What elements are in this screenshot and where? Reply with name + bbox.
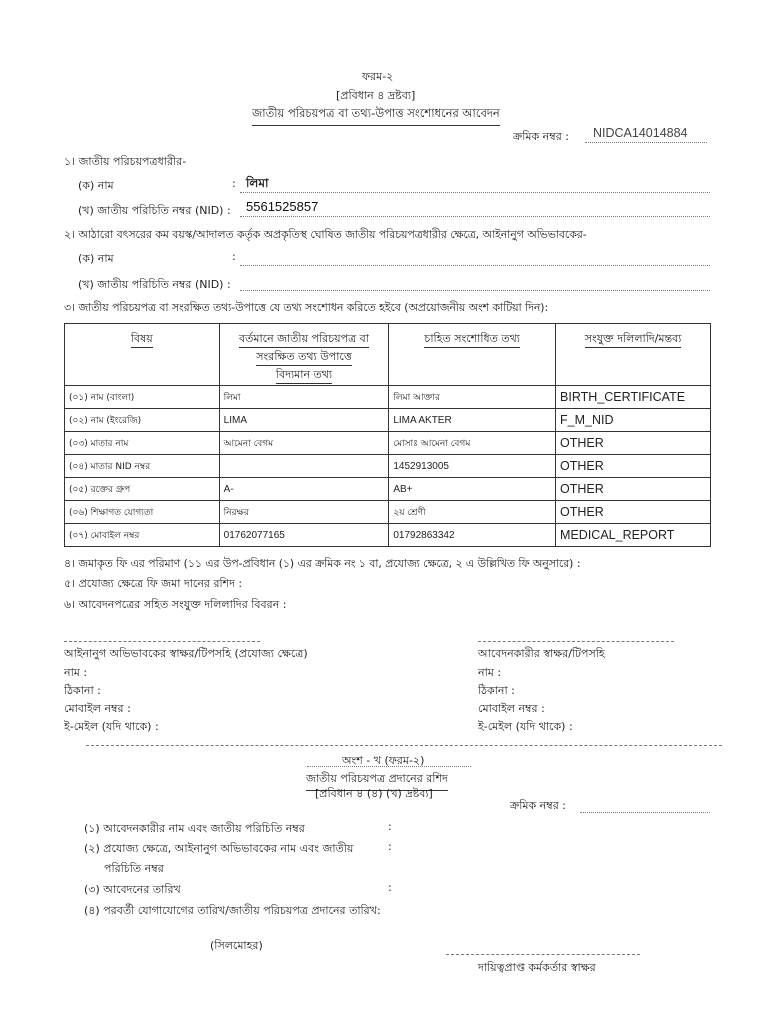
receipt-item-2-colon: :: [388, 840, 392, 853]
holder-name-label: (ক) নাম: [78, 179, 114, 192]
holder-name-colon: :: [232, 177, 236, 190]
guardian-mobile: মোবাইল নম্বর :: [64, 702, 131, 715]
serial-dotline: [585, 142, 707, 143]
part-b-heading-line: [307, 766, 471, 767]
officer-signature-label: দায়িত্বপ্রাপ্ত কর্মকর্তার স্বাক্ষর: [478, 961, 596, 974]
row-requested: 01792863342: [389, 524, 556, 547]
row-subject: (০৭) মোবাইল নম্বর: [65, 524, 220, 547]
serial-label: ক্রমিক নম্বর :: [513, 130, 569, 143]
row-docs: OTHER: [556, 501, 711, 524]
receipt-item-3-colon: :: [388, 881, 392, 894]
part-b-rule-reference: [প্রবিধান ৪ (৪) (খ) দ্রষ্টব্য]: [315, 787, 433, 800]
section4-text: ৪। জমাকৃত ফি এর পরিমাণ (১১ এর উপ-প্রবিধান (১) এর ক্রমিক নং ১ বা, প্রযোজ্য ক্ষেত্রে, ২ এ উল্লিখিত ফি অনুসারে) :: [64, 557, 581, 570]
guardian-signature-label: আইনানুগ অভিভাবকের স্বাক্ষর/টিপসহি (প্রযোজ্য ক্ষেত্রে): [64, 647, 308, 660]
guardian-nid-dotline: [240, 290, 710, 291]
rule-reference: [প্রবিধান ৪ দ্রষ্টব্য]: [336, 89, 416, 102]
row-current: নিরক্ষর: [219, 501, 389, 524]
holder-name-value: লিমা: [246, 176, 269, 190]
section6-text: ৬। আবেদনপত্রের সহিত সংযুক্ত দলিলাদির বিবরন :: [64, 598, 287, 611]
guardian-name-label: (ক) নাম: [78, 252, 114, 265]
row-current: 01762077165: [219, 524, 389, 547]
guardian-name-dotline: [240, 265, 710, 266]
table-row: [65, 524, 711, 547]
cut-line: [86, 745, 722, 746]
row-subject: (০৫) রক্তের গ্রুপ: [65, 478, 220, 501]
receipt-item-1-colon: :: [388, 820, 392, 833]
table-row: [65, 501, 711, 524]
receipt-item-3: (৩) আবেদনের তারিখ: [84, 883, 181, 896]
row-requested: 1452913005: [389, 455, 556, 478]
form-number: ফরম-২: [362, 70, 394, 83]
row-current: আমেনা বেগম: [219, 432, 389, 455]
form-title: জাতীয় পরিচয়পত্র বা তথ্য-উপাত্ত সংশোধনের আবেদন: [252, 105, 500, 126]
guardian-signature-line: [64, 641, 260, 642]
row-current: A-: [219, 478, 389, 501]
guardian-name: নাম :: [64, 666, 88, 679]
section5-text: ৫। প্রযোজ্য ক্ষেত্রে ফি জমা দানের রশিদ :: [64, 577, 243, 590]
row-subject: (০৪) মাতার NID নম্বর: [65, 455, 220, 478]
header-requested: চাহিত সংশোধিত তথ্য: [389, 324, 556, 386]
row-current: লিমা: [219, 386, 389, 409]
row-requested: ২য় শ্রেণী: [389, 501, 556, 524]
guardian-name-colon: :: [232, 250, 236, 263]
row-docs: OTHER: [556, 432, 711, 455]
table-row: [65, 478, 711, 501]
holder-name-dotline: [240, 192, 710, 193]
section1-heading: ১। জাতীয় পরিচয়পত্রধারীর-: [64, 155, 187, 168]
table-header-row: [65, 324, 711, 386]
applicant-name: নাম :: [478, 666, 502, 679]
part-b-title: জাতীয় পরিচয়পত্র প্রদানের রশিদ: [306, 770, 448, 791]
row-subject: (০২) নাম (ইংরেজি): [65, 409, 220, 432]
holder-nid-value: 5561525857: [246, 199, 319, 214]
serial-number: NIDCA14014884: [593, 126, 688, 140]
row-docs: OTHER: [556, 478, 711, 501]
header-docs: সংযুক্ত দলিলাদি/মন্তব্য: [556, 324, 711, 386]
table-row: [65, 455, 711, 478]
receipt-item-2a: (২) প্রযোজ্য ক্ষেত্রে, আইনানুগ অভিভাবকের নাম এবং জাতীয়: [84, 842, 354, 855]
header-subject: বিষয়: [65, 324, 220, 386]
row-docs: F_M_NID: [556, 409, 711, 432]
section3-heading: ৩। জাতীয় পরিচয়পত্র বা সংরক্ষিত তথ্য-উপাত্তে যে তথ্য সংশোধন করিতে হইবে (অপ্রয়োজনীয় অংশ কাটিয়া দিন):: [64, 301, 549, 314]
row-requested: লিমা আক্তার: [389, 386, 556, 409]
part-b-serial-label: ক্রমিক নম্বর :: [510, 799, 566, 812]
holder-nid-label: (খ) জাতীয় পরিচিতি নম্বর (NID) :: [78, 204, 231, 217]
row-requested: LIMA AKTER: [389, 409, 556, 432]
guardian-address: ঠিকানা :: [64, 684, 101, 697]
row-current: [219, 455, 389, 478]
applicant-signature-label: আবেদনকারীর স্বাক্ষর/টিপসহি: [478, 647, 605, 660]
applicant-email: ই-মেইল (যদি থাকে) :: [478, 720, 573, 733]
guardian-nid-label: (খ) জাতীয় পরিচিতি নম্বর (NID) :: [78, 278, 231, 291]
row-docs: OTHER: [556, 455, 711, 478]
applicant-address: ঠিকানা :: [478, 684, 515, 697]
table-row: [65, 409, 711, 432]
receipt-item-1: (১) আবেদনকারীর নাম এবং জাতীয় পরিচিতি নম্বর: [84, 822, 305, 835]
correction-table: [64, 323, 711, 547]
row-requested: মোসাঃ আমেনা বেগম: [389, 432, 556, 455]
officer-signature-line: [446, 954, 640, 955]
row-subject: (০১) নাম (বাংলা): [65, 386, 220, 409]
row-subject: (০৩) মাতার নাম: [65, 432, 220, 455]
part-b-serial-dotline: [580, 812, 710, 813]
receipt-item-4: (৪) পরবর্তী যোগাযোগের তারিখ/জাতীয় পরিচয়পত্র প্রদানের তারিখ:: [84, 904, 381, 917]
guardian-email: ই-মেইল (যদি থাকে) :: [64, 720, 159, 733]
header-current: বর্তমানে জাতীয় পরিচয়পত্র বা সংরক্ষিত তথ্য উপাত্তে বিদ্যমান তথ্য: [219, 324, 389, 386]
part-b-heading: অংশ - খ (ফরম-২): [342, 754, 425, 767]
row-docs: BIRTH_CERTIFICATE: [556, 386, 711, 409]
section2-heading: ২। আঠারো বৎসরের কম বয়স্ক/আদালত কর্তৃক অপ্রকৃতিস্থ ঘোষিত জাতীয় পরিচয়পত্রধারীর ক্ষেত্রে, আইনানুগ অভিভাবকের-: [64, 228, 587, 241]
row-subject: (০৬) শিক্ষাগত যোগ্যতা: [65, 501, 220, 524]
table-row: [65, 386, 711, 409]
applicant-signature-line: [478, 641, 674, 642]
applicant-mobile: মোবাইল নম্বর :: [478, 702, 545, 715]
row-current: LIMA: [219, 409, 389, 432]
table-row: [65, 432, 711, 455]
row-requested: AB+: [389, 478, 556, 501]
holder-nid-dotline: [240, 216, 710, 217]
row-docs: MEDICAL_REPORT: [556, 524, 711, 547]
receipt-item-2b: পরিচিতি নম্বর: [104, 862, 164, 875]
seal-label: (সিলমোহর): [210, 939, 263, 952]
